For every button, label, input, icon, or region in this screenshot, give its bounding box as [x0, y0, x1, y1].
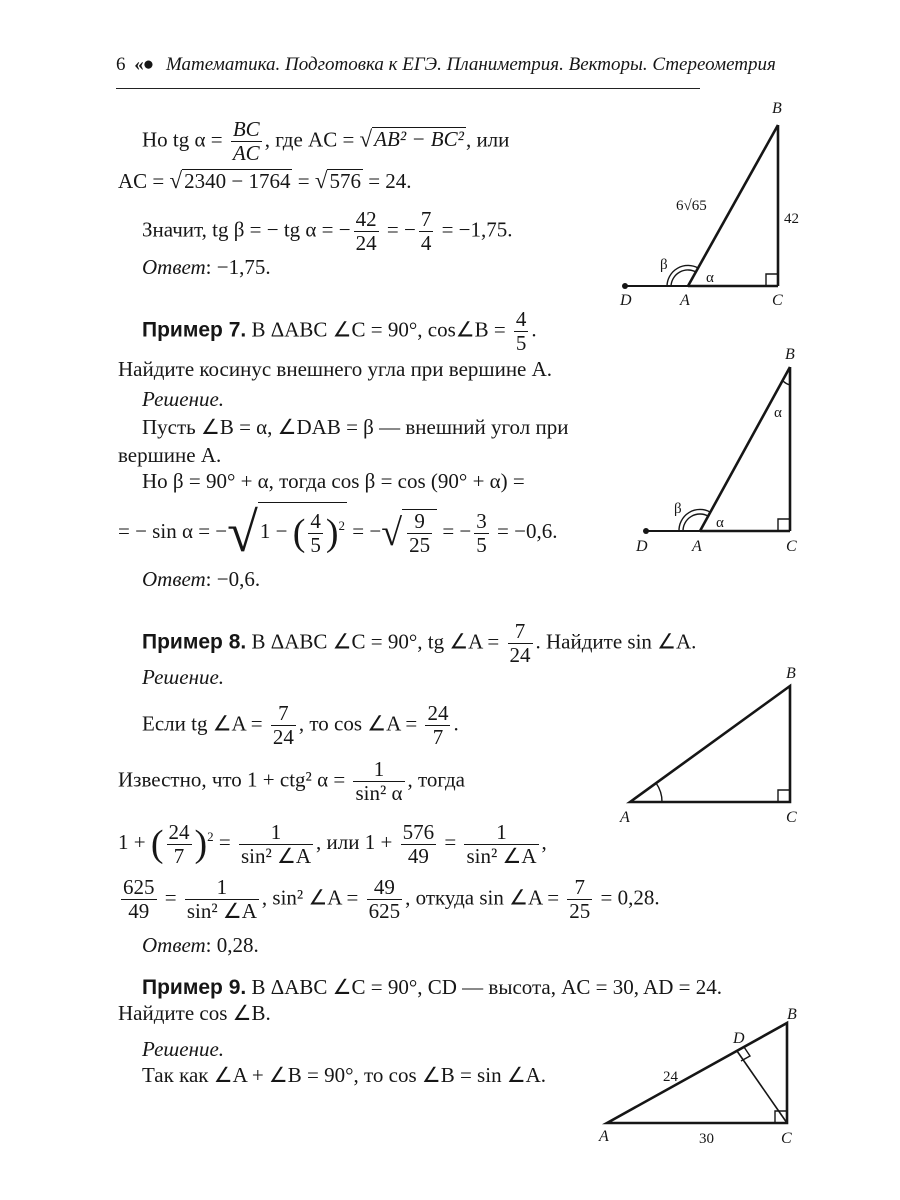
- fraction: $\frac{BC}{AC}$: [232, 117, 260, 165]
- prev-line-1: Но tg α = $\frac{BC}{AC}$ , где AC = √AB² − BC², или: [142, 117, 510, 165]
- example-title: Пример 7.: [142, 318, 247, 342]
- vertex-c: C: [772, 292, 783, 309]
- triangle-figure-2: [600, 345, 820, 555]
- vertex-b: B: [786, 665, 796, 682]
- ex7-line-6: Но β = 90° + α, тогда cos β = cos (90° + α) =: [142, 469, 525, 493]
- header-divider: [116, 88, 700, 89]
- alpha-top-label: α: [774, 405, 782, 421]
- example-title: Пример 9.: [142, 976, 247, 999]
- vertex-a: A: [680, 292, 690, 309]
- vertex-d: D: [620, 292, 632, 309]
- prev-line-3: Значит, tg β = − tg α = − $\frac{42}{24}$ = − $\frac{7}{4}$ = −1,75.: [142, 207, 513, 255]
- ex8-condition: Пример 8. В ΔABC ∠C = 90°, tg ∠A = $\frac{7}{24}$ . Найдите sin ∠A.: [142, 619, 697, 667]
- vertex-a: A: [620, 809, 630, 826]
- hypotenuse-label: 6√65: [676, 198, 707, 214]
- header-mark-icon: «●: [134, 54, 154, 75]
- beta-label: β: [660, 257, 668, 273]
- alpha-label: α: [706, 270, 714, 286]
- ex8-line-6: $\frac{625}{49}$ = $\frac{1}{\text{sin² ∠A}}$ , sin² ∠A = $\frac{49}{625}$ , откуда sin ∠A = $\frac{7}{25}$ = 0,28.: [123, 875, 660, 923]
- triangle-figure-1: [600, 95, 820, 320]
- ex7-line-5: вершине A.: [118, 443, 222, 467]
- ex9-line-2: Найдите cos ∠B.: [118, 1001, 271, 1025]
- triangle-figure-3: [610, 662, 820, 832]
- page-number: 6: [116, 54, 126, 75]
- ac-label: 30: [699, 1131, 714, 1147]
- ex7-solution-label: Решение.: [142, 387, 225, 411]
- running-header: [116, 54, 776, 84]
- ex8-solution-label: Решение.: [142, 665, 225, 689]
- ex9-solution-label: Решение.: [142, 1037, 225, 1061]
- ex7-condition: Пример 7. В ΔABC ∠C = 90°, cos∠B = $\frac{4}{5}$ .: [142, 307, 537, 355]
- alpha-label: α: [716, 515, 724, 531]
- prev-line-2: AC = √2340 − 1764 = √576 = 24.: [118, 168, 412, 193]
- vertex-b: B: [787, 1006, 797, 1023]
- ex8-answer: Ответ: 0,28.: [142, 933, 259, 957]
- ex8-line-3: Если tg ∠A = $\frac{7}{24}$ , то cos ∠A = $\frac{24}{7}$ .: [142, 701, 459, 749]
- vertex-a: A: [692, 538, 702, 555]
- ex7-line-2: Найдите косинус внешнего угла при вершине A.: [118, 357, 553, 381]
- vertex-b: B: [785, 346, 795, 363]
- vertex-c: C: [786, 809, 797, 826]
- ex8-line-4: Известно, что 1 + ctg² α = $\frac{1}{\text{sin² α}}$ , тогда: [118, 757, 465, 805]
- vertex-a: A: [599, 1128, 609, 1145]
- ex7-line-7: = − sin α = −√1 − ( $\frac{4}{5}$ )$^2$ = −√ $\frac{9}{25}$ = − $\frac{3}{5}$ = −0,6.: [118, 502, 558, 565]
- vertex-d: D: [636, 538, 648, 555]
- vertex-b: B: [772, 100, 782, 117]
- triangle-figure-4: [595, 1005, 815, 1155]
- ad-label: 24: [663, 1069, 678, 1085]
- vertex-d: D: [733, 1030, 745, 1047]
- book-title: Математика. Подготовка к ЕГЭ. Планиметрия. Векторы. Стереометрия: [165, 54, 776, 75]
- ex9-line-4: Так как ∠A + ∠B = 90°, то cos ∠B = sin ∠A.: [142, 1063, 547, 1087]
- leg-label: 42: [784, 211, 799, 227]
- ex8-line-5: 1 + ( $\frac{24}{7}$ )$^2$ = $\frac{1}{\text{sin² ∠A}}$ , или 1 + $\frac{576}{49}$ = $\frac{1}{\text{sin² ∠A}}$ ,: [118, 819, 547, 868]
- ex7-line-4: Пусть ∠B = α, ∠DAB = β — внешний угол при: [142, 415, 569, 439]
- ex9-condition: Пример 9. В ΔABC ∠C = 90°, CD — высота, AC = 30, AD = 24.: [142, 975, 723, 999]
- example-title: Пример 8.: [142, 630, 247, 654]
- ex7-answer: Ответ: −0,6.: [142, 567, 261, 591]
- vertex-c: C: [786, 538, 797, 555]
- beta-label: β: [674, 501, 682, 517]
- vertex-c: C: [781, 1130, 792, 1147]
- prev-answer: Ответ: −1,75.: [142, 255, 271, 279]
